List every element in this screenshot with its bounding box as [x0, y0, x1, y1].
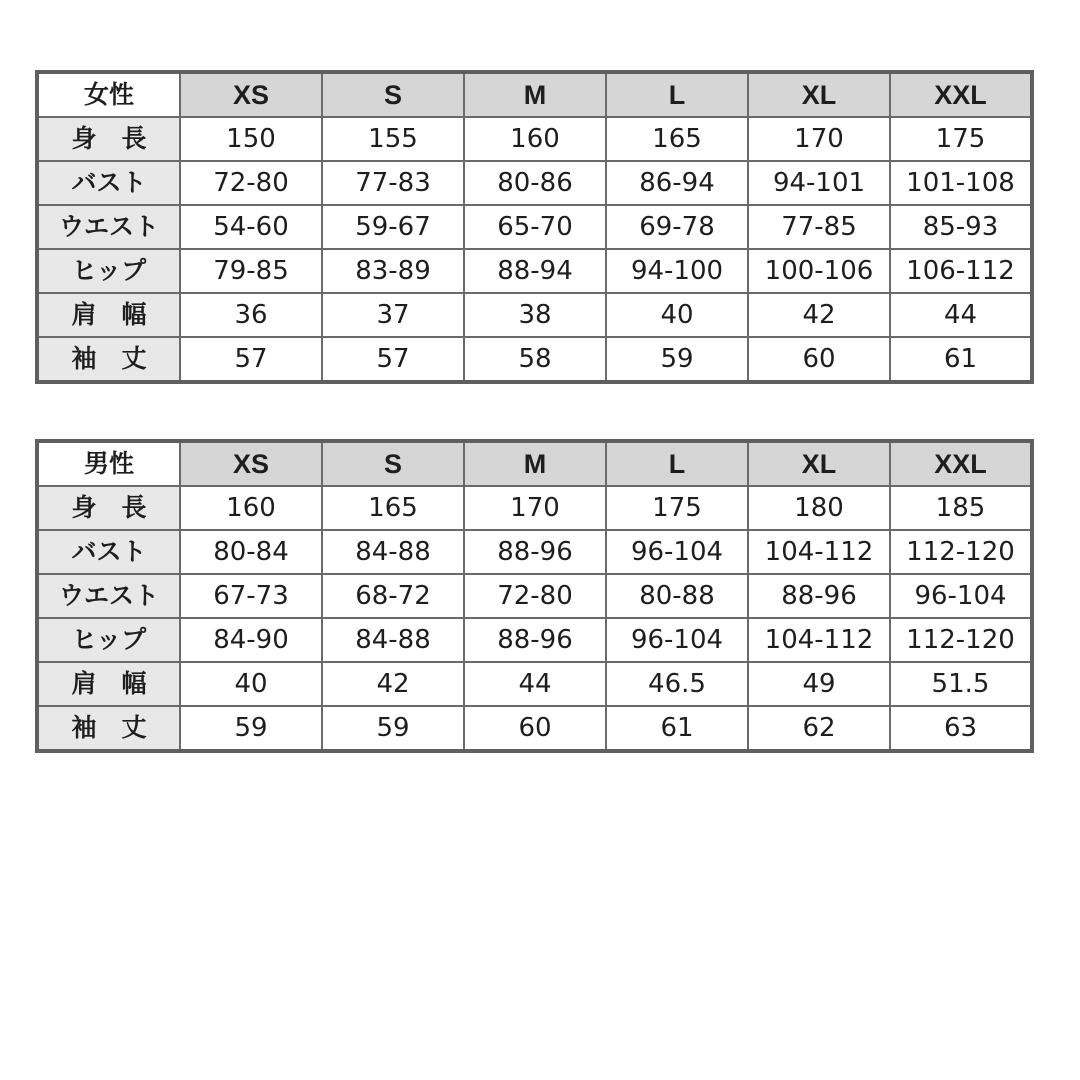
size-header: M [464, 441, 606, 486]
table-row [37, 117, 1032, 161]
table-cell: 175 [606, 486, 748, 530]
table-cell: 57 [322, 337, 464, 382]
row-label: ヒップ [37, 618, 180, 662]
table-row [37, 530, 1032, 574]
size-header: XL [748, 72, 890, 117]
table-cell: 160 [464, 117, 606, 161]
size-header: L [606, 441, 748, 486]
table-row [37, 337, 1032, 382]
table-row [37, 706, 1032, 751]
table-cell: 77-83 [322, 161, 464, 205]
table-row [37, 249, 1032, 293]
table-cell: 59-67 [322, 205, 464, 249]
row-label: 肩 幅 [37, 293, 180, 337]
size-header: XS [180, 441, 322, 486]
men-size-table [35, 439, 1034, 753]
table-cell: 150 [180, 117, 322, 161]
table-row [37, 574, 1032, 618]
table-header-row [37, 72, 1032, 117]
table-title: 女性 [37, 72, 180, 117]
table-cell: 77-85 [748, 205, 890, 249]
table-cell: 170 [748, 117, 890, 161]
table-cell: 155 [322, 117, 464, 161]
table-cell: 85-93 [890, 205, 1032, 249]
size-header: S [322, 441, 464, 486]
size-header: S [322, 72, 464, 117]
table-cell: 69-78 [606, 205, 748, 249]
table-cell: 160 [180, 486, 322, 530]
table-cell: 80-88 [606, 574, 748, 618]
table-cell: 104-112 [748, 530, 890, 574]
table-cell: 37 [322, 293, 464, 337]
table-cell: 72-80 [464, 574, 606, 618]
table-cell: 84-88 [322, 530, 464, 574]
row-label: 身 長 [37, 486, 180, 530]
table-row [37, 205, 1032, 249]
table-cell: 72-80 [180, 161, 322, 205]
size-header: XXL [890, 72, 1032, 117]
table-cell: 79-85 [180, 249, 322, 293]
table-cell: 84-90 [180, 618, 322, 662]
row-label: 袖 丈 [37, 706, 180, 751]
table-cell: 84-88 [322, 618, 464, 662]
table-cell: 40 [180, 662, 322, 706]
table-cell: 96-104 [606, 530, 748, 574]
table-cell: 175 [890, 117, 1032, 161]
size-header: XS [180, 72, 322, 117]
table-row [37, 618, 1032, 662]
table-cell: 88-96 [464, 618, 606, 662]
table-cell: 63 [890, 706, 1032, 751]
table-cell: 59 [606, 337, 748, 382]
table-cell: 180 [748, 486, 890, 530]
table-cell: 80-84 [180, 530, 322, 574]
women-size-table [35, 70, 1034, 384]
table-cell: 101-108 [890, 161, 1032, 205]
table-cell: 60 [748, 337, 890, 382]
table-row [37, 161, 1032, 205]
row-label: ヒップ [37, 249, 180, 293]
table-row [37, 486, 1032, 530]
size-header: XL [748, 441, 890, 486]
table-cell: 86-94 [606, 161, 748, 205]
table-cell: 67-73 [180, 574, 322, 618]
table-cell: 59 [180, 706, 322, 751]
table-cell: 94-101 [748, 161, 890, 205]
table-cell: 60 [464, 706, 606, 751]
table-cell: 96-104 [606, 618, 748, 662]
size-header: M [464, 72, 606, 117]
table-cell: 112-120 [890, 530, 1032, 574]
table-cell: 94-100 [606, 249, 748, 293]
table-cell: 51.5 [890, 662, 1032, 706]
table-cell: 44 [890, 293, 1032, 337]
table-cell: 88-96 [464, 530, 606, 574]
table-cell: 83-89 [322, 249, 464, 293]
table-cell: 112-120 [890, 618, 1032, 662]
table-cell: 58 [464, 337, 606, 382]
table-header-row [37, 441, 1032, 486]
size-header: L [606, 72, 748, 117]
table-cell: 36 [180, 293, 322, 337]
table-cell: 61 [890, 337, 1032, 382]
row-label: 身 長 [37, 117, 180, 161]
row-label: ウエスト [37, 574, 180, 618]
table-cell: 54-60 [180, 205, 322, 249]
table-cell: 170 [464, 486, 606, 530]
table-cell: 59 [322, 706, 464, 751]
table-cell: 96-104 [890, 574, 1032, 618]
table-row [37, 662, 1032, 706]
size-header: XXL [890, 441, 1032, 486]
table-title: 男性 [37, 441, 180, 486]
table-cell: 44 [464, 662, 606, 706]
table-cell: 88-94 [464, 249, 606, 293]
table-cell: 100-106 [748, 249, 890, 293]
table-cell: 42 [322, 662, 464, 706]
table-cell: 68-72 [322, 574, 464, 618]
table-cell: 65-70 [464, 205, 606, 249]
table-cell: 165 [322, 486, 464, 530]
table-cell: 42 [748, 293, 890, 337]
row-label: 袖 丈 [37, 337, 180, 382]
table-cell: 165 [606, 117, 748, 161]
row-label: 肩 幅 [37, 662, 180, 706]
row-label: バスト [37, 161, 180, 205]
table-cell: 61 [606, 706, 748, 751]
table-cell: 57 [180, 337, 322, 382]
table-cell: 62 [748, 706, 890, 751]
table-cell: 46.5 [606, 662, 748, 706]
table-cell: 104-112 [748, 618, 890, 662]
row-label: ウエスト [37, 205, 180, 249]
table-cell: 106-112 [890, 249, 1032, 293]
row-label: バスト [37, 530, 180, 574]
table-cell: 88-96 [748, 574, 890, 618]
table-cell: 185 [890, 486, 1032, 530]
table-cell: 80-86 [464, 161, 606, 205]
table-cell: 38 [464, 293, 606, 337]
table-cell: 49 [748, 662, 890, 706]
table-cell: 40 [606, 293, 748, 337]
table-row [37, 293, 1032, 337]
